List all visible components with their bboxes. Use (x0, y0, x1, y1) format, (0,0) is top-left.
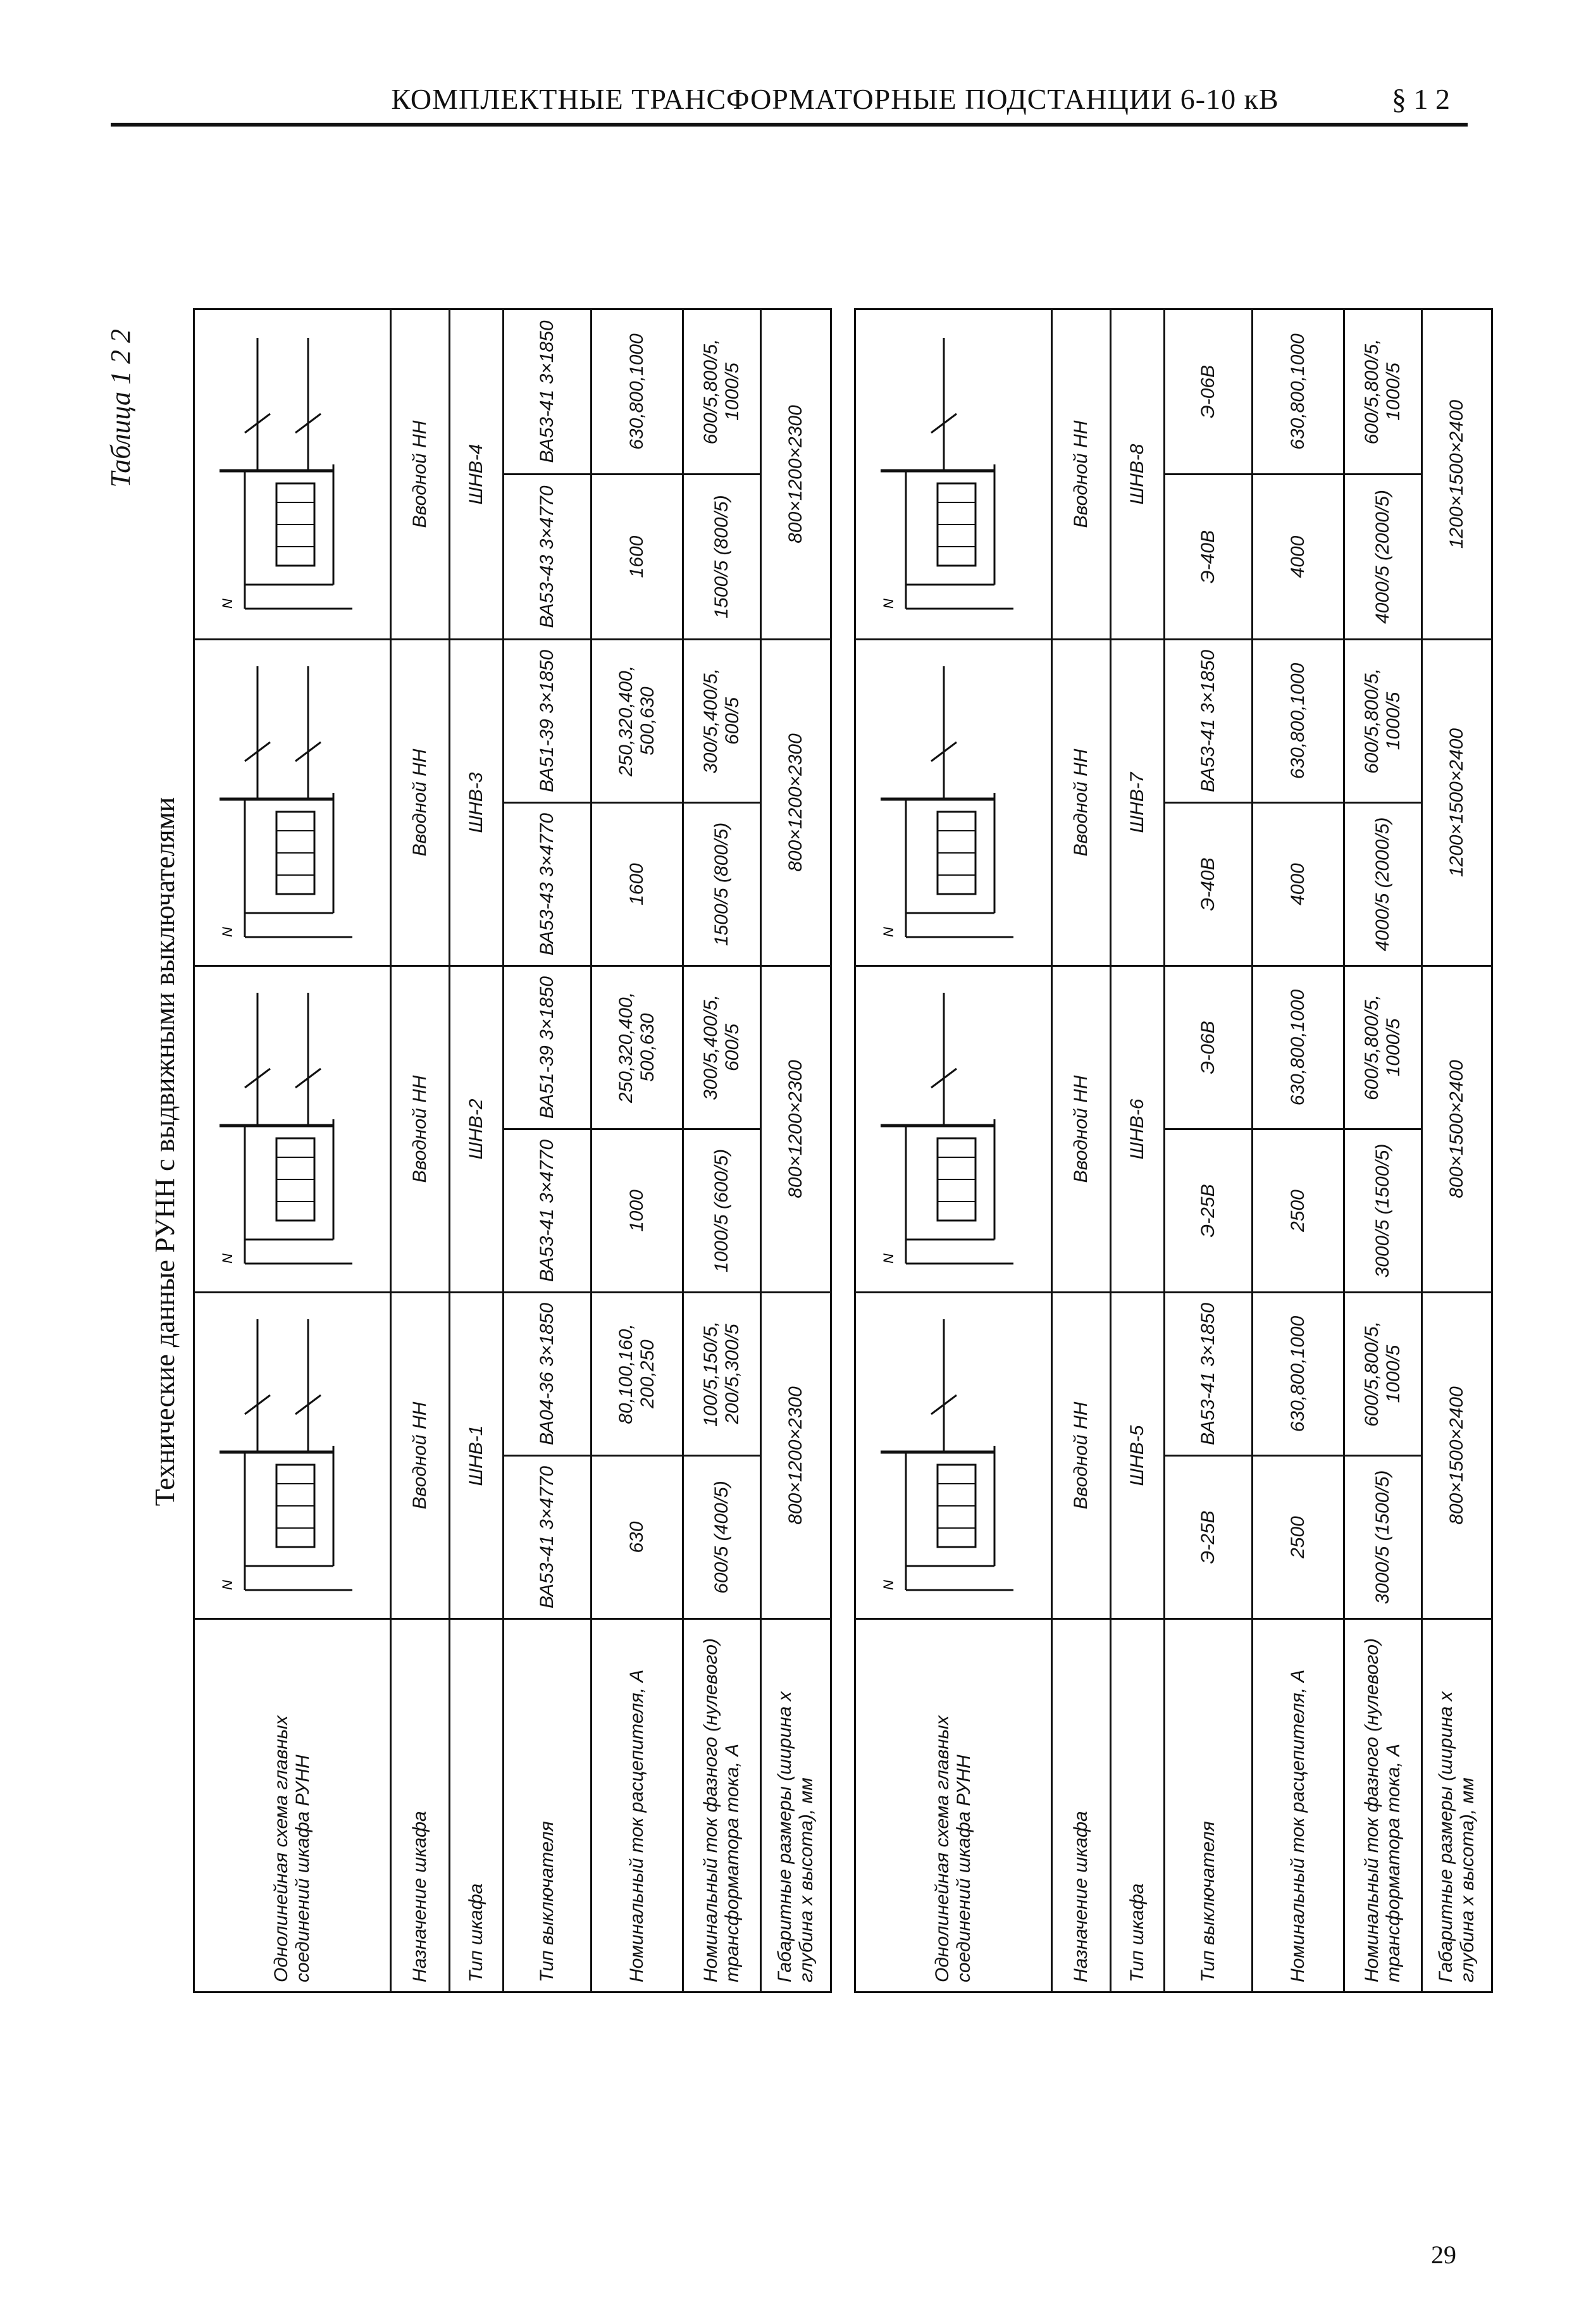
breaker-cell: ВА53-41 3×1850 (1165, 640, 1253, 803)
ct-current-cell: 600/5,800/5, 1000/5 (1344, 966, 1422, 1129)
row-label-current: Номинальный ток расцепителя, А (591, 1619, 683, 1992)
trip-current-cell: 630,800,1000 (591, 309, 683, 475)
dimensions-cell: 1200×1500×2400 (1422, 640, 1492, 966)
ct-current-cell: 600/5,800/5, 1000/5 (1344, 640, 1422, 803)
row-label-dims: Габаритные размеры (ширина х глубина х высота), мм (761, 1619, 831, 1992)
breaker-cell: Э-25В (1165, 1129, 1253, 1293)
row-label-scheme: Однолинейная схема главных соединений шкафа РУНН (855, 1619, 1052, 1992)
single-line-diagram-icon (868, 981, 1039, 1278)
row-label-type: Тип шкафа (1111, 1619, 1165, 1992)
breaker-cell: ВА53-41 3×4770 (504, 1456, 591, 1619)
scheme-cell-1 (194, 1293, 391, 1619)
ct-current-cell: 3000/5 (1500/5) (1344, 1456, 1422, 1619)
breaker-cell: Э-25В (1165, 1456, 1253, 1619)
trip-current-cell: 250,320,400, 500,630 (591, 640, 683, 803)
neutral-mark: N (881, 599, 896, 609)
row-label-breaker: Тип выключателя (504, 1619, 591, 1992)
purpose-cell: Вводной НН (1052, 966, 1111, 1293)
neutral-mark: N (220, 1580, 235, 1591)
neutral-mark: N (220, 599, 235, 609)
neutral-mark: N (881, 927, 896, 938)
row-label-purpose: Назначение шкафа (391, 1619, 450, 1992)
breaker-cell: ВА53-43 3×4770 (504, 475, 591, 640)
breaker-cell: Э-40В (1165, 475, 1253, 640)
trip-current-cell: 2500 (1253, 1129, 1344, 1293)
trip-current-cell: 250,320,400, 500,630 (591, 966, 683, 1129)
ct-current-cell: 1500/5 (800/5) (683, 803, 761, 966)
ct-current-cell: 600/5,800/5, 1000/5 (1344, 309, 1422, 475)
breaker-cell: ВА51-39 3×1850 (504, 640, 591, 803)
ct-current-cell: 600/5,800/5, 1000/5 (683, 309, 761, 475)
purpose-cell: Вводной НН (391, 309, 450, 640)
breaker-cell: Э-06В (1165, 966, 1253, 1129)
breaker-cell: ВА53-41 3×4770 (504, 1129, 591, 1293)
ct-current-cell: 600/5 (400/5) (683, 1456, 761, 1619)
trip-current-cell: 1600 (591, 475, 683, 640)
scheme-cell-7 (855, 640, 1052, 966)
breaker-cell: Э-40В (1165, 803, 1253, 966)
purpose-cell: Вводной НН (1052, 1293, 1111, 1619)
page-header-title: КОМПЛЕКТНЫЕ ТРАНСФОРМАТОРНЫЕ ПОДСТАНЦИИ 6-10 кВ (391, 83, 1279, 115)
dimensions-cell: 800×1200×2300 (761, 640, 831, 966)
row-label-type: Тип шкафа (450, 1619, 504, 1992)
neutral-mark: N (220, 1253, 235, 1264)
trip-current-cell: 4000 (1253, 803, 1344, 966)
purpose-cell: Вводной НН (1052, 640, 1111, 966)
trip-current-cell: 630 (591, 1456, 683, 1619)
purpose-cell: Вводной НН (1052, 309, 1111, 640)
single-line-diagram-icon (207, 1307, 378, 1605)
row-label-scheme: Однолинейная схема главных соединений шкафа РУНН (194, 1619, 391, 1992)
row-label-ct: Номинальный ток фазного (нулевого) трансформатора тока, А (683, 1619, 761, 1992)
neutral-mark: N (881, 1253, 896, 1264)
spec-table-lower (854, 308, 1493, 1993)
ct-current-cell: 4000/5 (2000/5) (1344, 475, 1422, 640)
scheme-cell-5 (855, 1293, 1052, 1619)
ct-current-cell: 4000/5 (2000/5) (1344, 803, 1422, 966)
row-label-dims: Габаритные размеры (ширина х глубина х высота), мм (1422, 1619, 1492, 1992)
dimensions-cell: 800×1200×2300 (761, 309, 831, 640)
dimensions-cell: 800×1500×2400 (1422, 966, 1492, 1293)
breaker-cell: ВА51-39 3×1850 (504, 966, 591, 1129)
row-label-current: Номинальный ток расцепителя, А (1253, 1619, 1344, 1992)
breaker-cell: ВА53-43 3×4770 (504, 803, 591, 966)
neutral-mark: N (220, 927, 235, 938)
trip-current-cell: 630,800,1000 (1253, 1293, 1344, 1456)
table-caption: Технические данные РУНН с выдвижными выключателями (149, 797, 180, 1507)
single-line-diagram-icon (207, 654, 378, 952)
purpose-cell: Вводной НН (391, 966, 450, 1293)
page-number: 29 (1431, 2240, 1456, 2269)
breaker-cell: ВА53-41 3×1850 (504, 309, 591, 475)
row-label-ct: Номинальный ток фазного (нулевого) трансформатора тока, А (1344, 1619, 1422, 1992)
row-label-breaker: Тип выключателя (1165, 1619, 1253, 1992)
ct-current-cell: 100/5,150/5, 200/5,300/5 (683, 1293, 761, 1456)
trip-current-cell: 1600 (591, 803, 683, 966)
scheme-cell-8 (855, 309, 1052, 640)
cabinet-type-cell: ШНВ-1 (450, 1293, 504, 1619)
purpose-cell: Вводной НН (391, 1293, 450, 1619)
ct-current-cell: 300/5,400/5, 600/5 (683, 966, 761, 1129)
scheme-cell-6 (855, 966, 1052, 1293)
trip-current-cell: 630,800,1000 (1253, 966, 1344, 1129)
row-label-purpose: Назначение шкафа (1052, 1619, 1111, 1992)
breaker-cell: ВА53-41 3×1850 (1165, 1293, 1253, 1456)
cabinet-type-cell: ШНВ-8 (1111, 309, 1165, 640)
cabinet-type-cell: ШНВ-4 (450, 309, 504, 640)
single-line-diagram-icon (207, 326, 378, 623)
single-line-diagram-icon (868, 326, 1039, 623)
ct-current-cell: 600/5,800/5, 1000/5 (1344, 1293, 1422, 1456)
trip-current-cell: 630,800,1000 (1253, 309, 1344, 475)
spec-table-upper (193, 308, 832, 1993)
cabinet-type-cell: ШНВ-5 (1111, 1293, 1165, 1619)
single-line-diagram-icon (868, 654, 1039, 952)
trip-current-cell: 630,800,1000 (1253, 640, 1344, 803)
scheme-cell-2 (194, 966, 391, 1293)
cabinet-type-cell: ШНВ-2 (450, 966, 504, 1293)
dimensions-cell: 800×1500×2400 (1422, 1293, 1492, 1619)
ct-current-cell: 1000/5 (600/5) (683, 1129, 761, 1293)
purpose-cell: Вводной НН (391, 640, 450, 966)
dimensions-cell: 800×1200×2300 (761, 966, 831, 1293)
dimensions-cell: 800×1200×2300 (761, 1293, 831, 1619)
breaker-cell: ВА04-36 3×1850 (504, 1293, 591, 1456)
cabinet-type-cell: ШНВ-3 (450, 640, 504, 966)
trip-current-cell: 1000 (591, 1129, 683, 1293)
trip-current-cell: 80,100,160, 200,250 (591, 1293, 683, 1456)
breaker-cell: Э-06В (1165, 309, 1253, 475)
header-rule (111, 123, 1468, 127)
cabinet-type-cell: ШНВ-6 (1111, 966, 1165, 1293)
single-line-diagram-icon (868, 1307, 1039, 1605)
dimensions-cell: 1200×1500×2400 (1422, 309, 1492, 640)
scheme-cell-4 (194, 309, 391, 640)
table-number: Таблица 1 2 2 (105, 329, 136, 488)
neutral-mark: N (881, 1580, 896, 1591)
ct-current-cell: 1500/5 (800/5) (683, 475, 761, 640)
section-number: § 1 2 (1392, 83, 1450, 115)
scheme-cell-3 (194, 640, 391, 966)
ct-current-cell: 300/5,400/5, 600/5 (683, 640, 761, 803)
ct-current-cell: 3000/5 (1500/5) (1344, 1129, 1422, 1293)
trip-current-cell: 2500 (1253, 1456, 1344, 1619)
rotated-table-region (104, 310, 1478, 1993)
cabinet-type-cell: ШНВ-7 (1111, 640, 1165, 966)
trip-current-cell: 4000 (1253, 475, 1344, 640)
single-line-diagram-icon (207, 981, 378, 1278)
